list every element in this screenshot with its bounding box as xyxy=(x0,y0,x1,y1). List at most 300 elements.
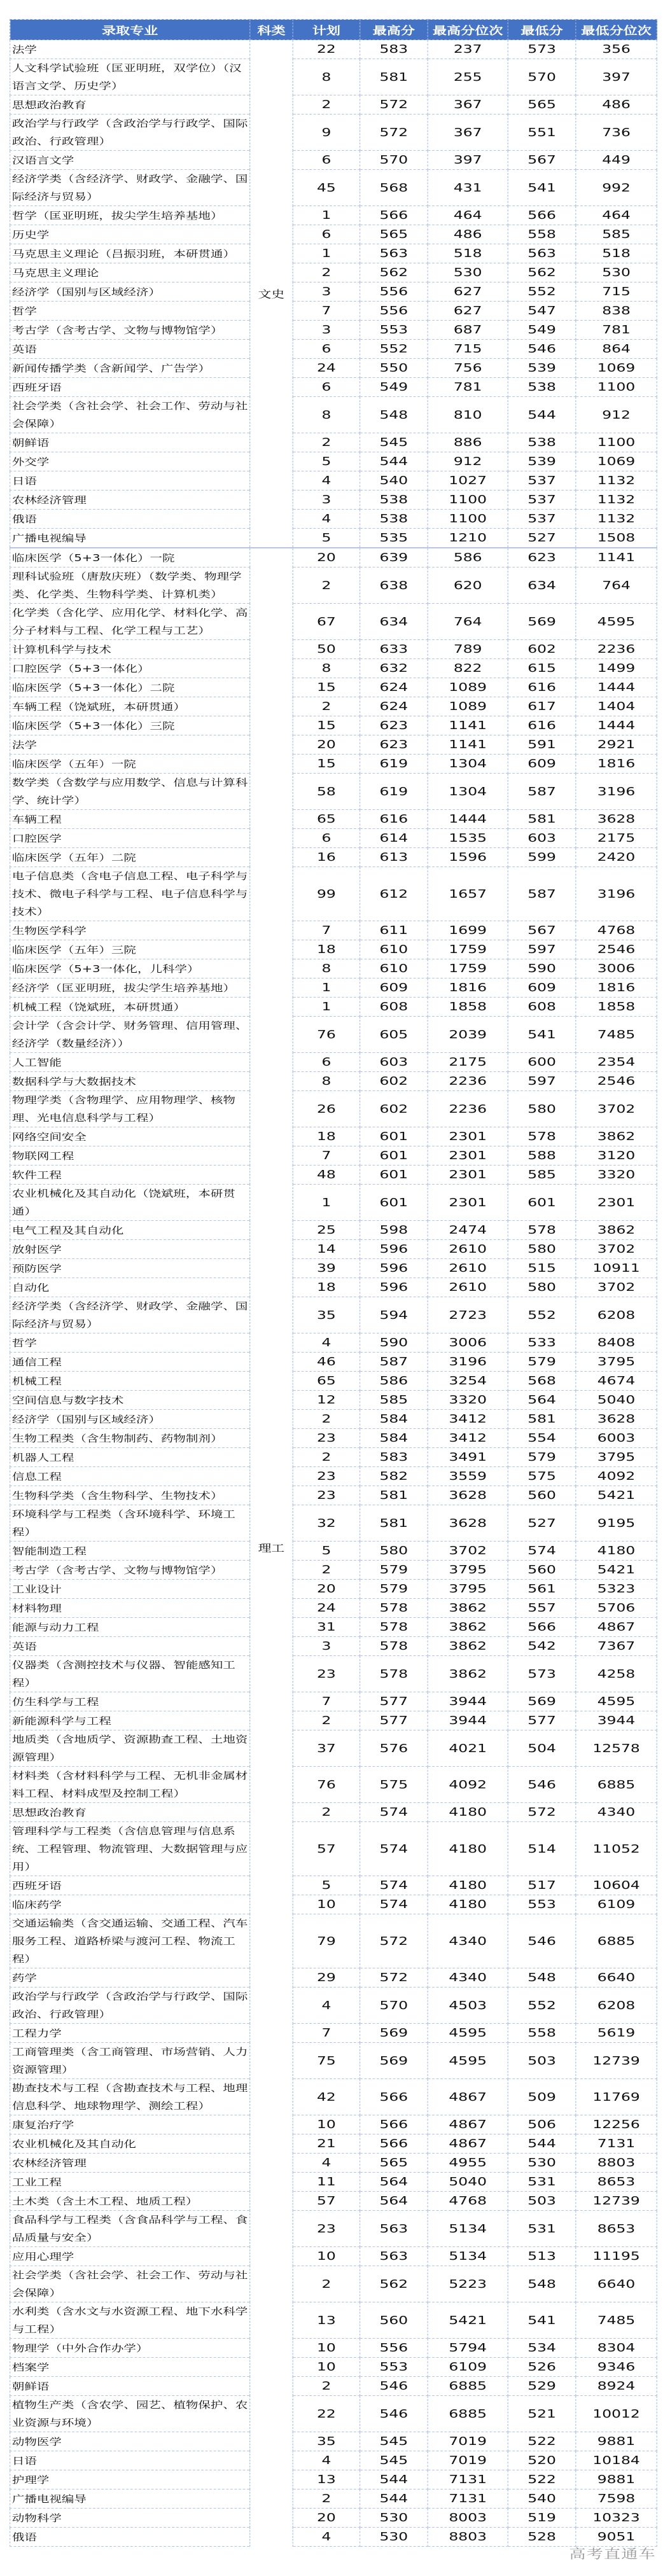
max-score-rank-cell: 1089 xyxy=(428,678,508,697)
max-score-cell: 530 xyxy=(360,2509,428,2528)
max-score-cell: 639 xyxy=(360,548,428,567)
max-score-cell: 578 xyxy=(360,1599,428,1618)
major-name-cell: 社会学类（含社会学、社会工作、劳动与社会保障） xyxy=(10,2266,250,2302)
major-name-cell: 英语 xyxy=(10,340,250,359)
max-score-rank-cell: 3944 xyxy=(428,1692,508,1711)
max-score-cell: 568 xyxy=(360,170,428,206)
major-name-cell: 数学类（含数学与应用数学、信息与计算科学、统计学） xyxy=(10,774,250,810)
max-score-cell: 570 xyxy=(360,151,428,170)
max-score-cell: 566 xyxy=(360,2115,428,2134)
table-row xyxy=(10,225,657,244)
max-score-cell: 550 xyxy=(360,359,428,378)
major-name-cell: 广播电视编导 xyxy=(10,529,250,548)
min-score-cell: 519 xyxy=(508,2509,576,2528)
table-row xyxy=(10,1822,657,1876)
min-score-rank-cell: 3862 xyxy=(576,1221,657,1240)
min-score-rank-cell: 530 xyxy=(576,263,657,282)
max-score-rank-cell: 6885 xyxy=(428,2377,508,2396)
min-score-cell: 616 xyxy=(508,678,576,697)
max-score-cell: 579 xyxy=(360,1561,428,1580)
plan-count-cell: 8 xyxy=(293,959,359,978)
table-row xyxy=(10,1711,657,1730)
table-row xyxy=(10,206,657,225)
max-score-rank-cell: 255 xyxy=(428,59,508,95)
plan-count-cell: 10 xyxy=(293,2358,359,2377)
plan-count-cell: 7 xyxy=(293,921,359,940)
max-score-rank-cell: 2610 xyxy=(428,1259,508,1278)
table-row xyxy=(10,640,657,659)
table-row xyxy=(10,1053,657,1072)
max-score-rank-cell: 3862 xyxy=(428,1599,508,1618)
table-row xyxy=(10,1127,657,1146)
max-score-rank-cell: 431 xyxy=(428,170,508,206)
min-score-cell: 542 xyxy=(508,1637,576,1656)
major-name-cell: 工业工程 xyxy=(10,2173,250,2192)
min-score-rank-cell: 6885 xyxy=(576,1914,657,1968)
max-score-rank-cell: 2610 xyxy=(428,1278,508,1297)
min-score-rank-cell: 12739 xyxy=(576,2043,657,2079)
min-score-cell: 530 xyxy=(508,2154,576,2173)
table-row xyxy=(10,1968,657,1988)
min-score-rank-cell: 4092 xyxy=(576,1467,657,1486)
min-score-rank-cell: 4258 xyxy=(576,1656,657,1692)
major-name-cell: 物联网工程 xyxy=(10,1146,250,1166)
max-score-rank-cell: 518 xyxy=(428,244,508,263)
min-score-rank-cell: 4595 xyxy=(576,1692,657,1711)
plan-count-cell: 65 xyxy=(293,810,359,829)
plan-count-cell: 76 xyxy=(293,1017,359,1053)
min-score-cell: 503 xyxy=(508,2192,576,2211)
plan-count-cell: 15 xyxy=(293,716,359,735)
max-score-cell: 633 xyxy=(360,640,428,659)
min-score-cell: 608 xyxy=(508,998,576,1017)
min-score-cell: 517 xyxy=(508,1876,576,1895)
min-score-rank-cell: 11769 xyxy=(576,2079,657,2115)
major-name-cell: 动物医学 xyxy=(10,2432,250,2451)
max-score-cell: 574 xyxy=(360,1822,428,1876)
table-row xyxy=(10,2396,657,2432)
max-score-rank-cell: 1596 xyxy=(428,848,508,867)
major-name-cell: 工程力学 xyxy=(10,2024,250,2043)
min-score-cell: 554 xyxy=(508,1429,576,1448)
table-row xyxy=(10,1580,657,1599)
major-name-cell: 人文科学试验班（匡亚明班，双学位）（汉语言文学、历史学） xyxy=(10,59,250,95)
min-score-cell: 533 xyxy=(508,1333,576,1353)
min-score-rank-cell: 356 xyxy=(576,40,657,59)
max-score-rank-cell: 1858 xyxy=(428,998,508,1017)
major-name-cell: 哲学（匡亚明班，拔尖学生培养基地） xyxy=(10,206,250,225)
table-row xyxy=(10,282,657,302)
max-score-cell: 563 xyxy=(360,2211,428,2247)
plan-count-cell: 32 xyxy=(293,1505,359,1542)
max-score-cell: 583 xyxy=(360,40,428,59)
min-score-rank-cell: 838 xyxy=(576,302,657,321)
table-row xyxy=(10,2489,657,2509)
plan-count-cell: 2 xyxy=(293,2377,359,2396)
min-score-cell: 529 xyxy=(508,2377,576,2396)
table-row xyxy=(10,340,657,359)
min-score-cell: 553 xyxy=(508,1895,576,1914)
min-score-cell: 537 xyxy=(508,510,576,529)
min-score-cell: 515 xyxy=(508,1259,576,1278)
plan-count-cell: 24 xyxy=(293,1599,359,1618)
table-row xyxy=(10,567,657,604)
table-row xyxy=(10,95,657,115)
table-row xyxy=(10,998,657,1017)
min-score-rank-cell: 6208 xyxy=(576,1297,657,1333)
table-row xyxy=(10,1914,657,1968)
min-score-rank-cell: 5421 xyxy=(576,1561,657,1580)
min-score-rank-cell: 4674 xyxy=(576,1372,657,1391)
plan-count-cell: 37 xyxy=(293,1730,359,1767)
min-score-cell: 522 xyxy=(508,2470,576,2489)
min-score-rank-cell: 2420 xyxy=(576,848,657,867)
max-score-cell: 574 xyxy=(360,1895,428,1914)
plan-count-cell: 15 xyxy=(293,678,359,697)
table-row xyxy=(10,829,657,848)
plan-count-cell: 2 xyxy=(293,1448,359,1467)
plan-count-cell: 25 xyxy=(293,1221,359,1240)
plan-count-cell: 3 xyxy=(293,282,359,302)
major-name-cell: 放射医学 xyxy=(10,1240,250,1259)
min-score-rank-cell: 8803 xyxy=(576,2154,657,2173)
max-score-rank-cell: 3006 xyxy=(428,1333,508,1353)
table-row xyxy=(10,529,657,548)
max-score-cell: 535 xyxy=(360,529,428,548)
min-score-rank-cell: 1816 xyxy=(576,755,657,774)
max-score-cell: 566 xyxy=(360,2079,428,2115)
plan-count-cell: 10 xyxy=(293,2339,359,2358)
max-score-rank-cell: 3862 xyxy=(428,1637,508,1656)
table-row xyxy=(10,1185,657,1221)
major-name-cell: 地质类（含地质学、资源勘查工程、土地资源管理） xyxy=(10,1730,250,1767)
min-score-rank-cell: 3120 xyxy=(576,1146,657,1166)
max-score-rank-cell: 2301 xyxy=(428,1127,508,1146)
min-score-cell: 540 xyxy=(508,2489,576,2509)
table-row xyxy=(10,1561,657,1580)
max-score-cell: 584 xyxy=(360,1429,428,1448)
max-score-cell: 553 xyxy=(360,2358,428,2377)
major-name-cell: 物理学类（含物理学、应用物理学、核物理、光电信息科学与工程） xyxy=(10,1091,250,1127)
table-row xyxy=(10,302,657,321)
header-max-score: 最高分 xyxy=(360,20,428,40)
plan-count-cell: 35 xyxy=(293,1297,359,1333)
min-score-rank-cell: 6640 xyxy=(576,2266,657,2302)
major-name-cell: 应用心理学 xyxy=(10,2247,250,2266)
plan-count-cell: 20 xyxy=(293,1580,359,1599)
min-score-cell: 549 xyxy=(508,321,576,340)
min-score-cell: 591 xyxy=(508,735,576,755)
major-name-cell: 法学 xyxy=(10,735,250,755)
min-score-rank-cell: 6109 xyxy=(576,1895,657,1914)
max-score-rank-cell: 2236 xyxy=(428,1072,508,1091)
plan-count-cell: 7 xyxy=(293,302,359,321)
max-score-rank-cell: 486 xyxy=(428,225,508,244)
max-score-rank-cell: 1657 xyxy=(428,867,508,921)
major-name-cell: 朝鲜语 xyxy=(10,433,250,452)
max-score-rank-cell: 3702 xyxy=(428,1542,508,1561)
major-name-cell: 临床医学（五年）二院 xyxy=(10,848,250,867)
major-name-cell: 交通运输类（含交通运输、交通工程、汽车服务工程、道路桥梁与渡河工程、物流工程） xyxy=(10,1914,250,1968)
table-row xyxy=(10,2192,657,2211)
plan-count-cell: 2 xyxy=(293,263,359,282)
max-score-cell: 614 xyxy=(360,829,428,848)
plan-count-cell: 2 xyxy=(293,1561,359,1580)
max-score-cell: 572 xyxy=(360,1968,428,1988)
min-score-cell: 615 xyxy=(508,659,576,678)
max-score-cell: 583 xyxy=(360,1448,428,1467)
min-score-cell: 578 xyxy=(508,1127,576,1146)
plan-count-cell: 4 xyxy=(293,2154,359,2173)
major-name-cell: 人工智能 xyxy=(10,1053,250,1072)
plan-count-cell: 23 xyxy=(293,2211,359,2247)
major-name-cell: 新闻传播学类（含新闻学、广告学） xyxy=(10,359,250,378)
max-score-rank-cell: 4867 xyxy=(428,2115,508,2134)
table-row xyxy=(10,774,657,810)
min-score-cell: 564 xyxy=(508,1391,576,1410)
table-row xyxy=(10,604,657,640)
min-score-rank-cell: 1404 xyxy=(576,697,657,716)
max-score-rank-cell: 2474 xyxy=(428,1221,508,1240)
table-row xyxy=(10,2358,657,2377)
plan-count-cell: 23 xyxy=(293,1429,359,1448)
min-score-cell: 551 xyxy=(508,115,576,151)
min-score-rank-cell: 8408 xyxy=(576,1333,657,1353)
plan-count-cell: 23 xyxy=(293,1467,359,1486)
min-score-cell: 567 xyxy=(508,921,576,940)
max-score-cell: 556 xyxy=(360,302,428,321)
min-score-rank-cell: 912 xyxy=(576,397,657,433)
plan-count-cell: 4 xyxy=(293,1988,359,2024)
major-name-cell: 社会学类（含社会学、社会工作、劳动与社会保障） xyxy=(10,397,250,433)
max-score-rank-cell: 4340 xyxy=(428,1968,508,1988)
min-score-cell: 616 xyxy=(508,716,576,735)
min-score-cell: 617 xyxy=(508,697,576,716)
table-row xyxy=(10,2173,657,2192)
max-score-rank-cell: 4021 xyxy=(428,1730,508,1767)
plan-count-cell: 13 xyxy=(293,2470,359,2489)
plan-count-cell: 48 xyxy=(293,1166,359,1185)
min-score-rank-cell: 1444 xyxy=(576,716,657,735)
admission-table-container xyxy=(10,19,663,2547)
plan-count-cell: 45 xyxy=(293,170,359,206)
max-score-rank-cell: 1535 xyxy=(428,829,508,848)
max-score-rank-cell: 4955 xyxy=(428,2154,508,2173)
major-name-cell: 政治学与行政学（含政治学与行政学、国际政治、行政管理） xyxy=(10,115,250,151)
max-score-cell: 619 xyxy=(360,774,428,810)
max-score-rank-cell: 687 xyxy=(428,321,508,340)
plan-count-cell: 12 xyxy=(293,1391,359,1410)
table-row xyxy=(10,1467,657,1486)
min-score-rank-cell: 1100 xyxy=(576,433,657,452)
min-score-cell: 585 xyxy=(508,1166,576,1185)
major-name-cell: 俄语 xyxy=(10,2528,250,2547)
plan-count-cell: 8 xyxy=(293,397,359,433)
min-score-rank-cell: 7485 xyxy=(576,1017,657,1053)
table-row xyxy=(10,1166,657,1185)
min-score-cell: 544 xyxy=(508,2134,576,2154)
max-score-cell: 603 xyxy=(360,1053,428,1072)
plan-count-cell: 22 xyxy=(293,40,359,59)
max-score-rank-cell: 1141 xyxy=(428,716,508,735)
max-score-rank-cell: 3628 xyxy=(428,1486,508,1505)
plan-count-cell: 23 xyxy=(293,1656,359,1692)
major-name-cell: 朝鲜语 xyxy=(10,2377,250,2396)
major-name-cell: 机器人工程 xyxy=(10,1448,250,1467)
max-score-cell: 576 xyxy=(360,1730,428,1767)
min-score-rank-cell: 3196 xyxy=(576,774,657,810)
max-score-rank-cell: 4595 xyxy=(428,2043,508,2079)
min-score-rank-cell: 3795 xyxy=(576,1353,657,1372)
min-score-rank-cell: 5706 xyxy=(576,1599,657,1618)
min-score-rank-cell: 1132 xyxy=(576,491,657,510)
min-score-cell: 573 xyxy=(508,40,576,59)
table-row xyxy=(10,2377,657,2396)
max-score-rank-cell: 810 xyxy=(428,397,508,433)
major-name-cell: 经济学（国别与区域经济） xyxy=(10,282,250,302)
plan-count-cell: 2 xyxy=(293,1711,359,1730)
max-score-rank-cell: 1100 xyxy=(428,491,508,510)
table-row xyxy=(10,2470,657,2489)
min-score-cell: 623 xyxy=(508,548,576,567)
plan-count-cell: 65 xyxy=(293,1372,359,1391)
table-row xyxy=(10,1988,657,2024)
plan-count-cell: 18 xyxy=(293,1127,359,1146)
plan-count-cell: 1 xyxy=(293,998,359,1017)
major-name-cell: 日语 xyxy=(10,2451,250,2470)
max-score-cell: 569 xyxy=(360,2024,428,2043)
max-score-cell: 594 xyxy=(360,1297,428,1333)
category-cell: 理工 xyxy=(250,548,293,2547)
max-score-rank-cell: 2236 xyxy=(428,1091,508,1127)
max-score-cell: 601 xyxy=(360,1146,428,1166)
min-score-rank-cell: 1132 xyxy=(576,510,657,529)
plan-count-cell: 4 xyxy=(293,510,359,529)
max-score-cell: 612 xyxy=(360,867,428,921)
table-row xyxy=(10,867,657,921)
table-row xyxy=(10,2043,657,2079)
max-score-cell: 578 xyxy=(360,1637,428,1656)
min-score-cell: 558 xyxy=(508,2024,576,2043)
min-score-cell: 581 xyxy=(508,810,576,829)
major-name-cell: 数据科学与大数据技术 xyxy=(10,1072,250,1091)
table-row xyxy=(10,1391,657,1410)
min-score-rank-cell: 3628 xyxy=(576,1410,657,1429)
min-score-cell: 539 xyxy=(508,359,576,378)
min-score-rank-cell: 9195 xyxy=(576,1505,657,1542)
max-score-cell: 619 xyxy=(360,755,428,774)
major-name-cell: 化学类（含化学、应用化学、材料化学、高分子材料与工程、化学工程与工艺） xyxy=(10,604,250,640)
min-score-rank-cell: 4768 xyxy=(576,921,657,940)
major-name-cell: 机械工程（饶斌班，本研贯通） xyxy=(10,998,250,1017)
major-name-cell: 电子信息类（含电子信息工程、电子科学与技术、微电子科学与工程、电子信息科学与技术） xyxy=(10,867,250,921)
min-score-rank-cell: 3006 xyxy=(576,959,657,978)
min-score-rank-cell: 3862 xyxy=(576,1127,657,1146)
table-row xyxy=(10,1542,657,1561)
major-name-cell: 外交学 xyxy=(10,452,250,471)
major-name-cell: 仪器类（含测控技术与仪器、智能感知工程） xyxy=(10,1656,250,1692)
min-score-cell: 538 xyxy=(508,378,576,397)
min-score-rank-cell: 1132 xyxy=(576,471,657,491)
plan-count-cell: 6 xyxy=(293,378,359,397)
plan-count-cell: 2 xyxy=(293,1410,359,1429)
header-max-rank: 最高分位次 xyxy=(428,20,508,40)
header-min-score: 最低分 xyxy=(508,20,576,40)
admission-scores-table xyxy=(10,19,657,2547)
min-score-cell: 573 xyxy=(508,1656,576,1692)
min-score-cell: 546 xyxy=(508,1767,576,1803)
table-row xyxy=(10,1146,657,1166)
major-name-cell: 土木类（含土木工程、地质工程） xyxy=(10,2192,250,2211)
max-score-rank-cell: 4180 xyxy=(428,1803,508,1822)
min-score-rank-cell: 8653 xyxy=(576,2211,657,2247)
table-row xyxy=(10,2451,657,2470)
plan-count-cell: 1 xyxy=(293,1185,359,1221)
min-score-rank-cell: 715 xyxy=(576,282,657,302)
major-name-cell: 考古学（含考古学、文物与博物馆学） xyxy=(10,321,250,340)
table-row xyxy=(10,2528,657,2547)
table-row xyxy=(10,1372,657,1391)
plan-count-cell: 24 xyxy=(293,359,359,378)
max-score-rank-cell: 3412 xyxy=(428,1429,508,1448)
max-score-rank-cell: 620 xyxy=(428,567,508,604)
min-score-cell: 574 xyxy=(508,1542,576,1561)
plan-count-cell: 2 xyxy=(293,697,359,716)
max-score-cell: 540 xyxy=(360,471,428,491)
max-score-rank-cell: 237 xyxy=(428,40,508,59)
min-score-rank-cell: 1444 xyxy=(576,678,657,697)
max-score-cell: 572 xyxy=(360,115,428,151)
min-score-cell: 560 xyxy=(508,1561,576,1580)
max-score-rank-cell: 2175 xyxy=(428,1053,508,1072)
min-score-rank-cell: 5323 xyxy=(576,1580,657,1599)
header-category: 科类 xyxy=(250,20,293,40)
table-row xyxy=(10,151,657,170)
major-name-cell: 食品科学与工程类（含食品科学与工程、食品质量与安全） xyxy=(10,2211,250,2247)
plan-count-cell: 3 xyxy=(293,321,359,340)
min-score-rank-cell: 9346 xyxy=(576,2358,657,2377)
min-score-cell: 599 xyxy=(508,848,576,867)
major-name-cell: 管理科学与工程类（含信息管理与信息系统、工程管理、物流管理、大数据管理与应用） xyxy=(10,1822,250,1876)
max-score-cell: 563 xyxy=(360,244,428,263)
max-score-rank-cell: 886 xyxy=(428,433,508,452)
major-name-cell: 农林经济管理 xyxy=(10,491,250,510)
max-score-cell: 587 xyxy=(360,1353,428,1372)
plan-count-cell: 2 xyxy=(293,433,359,452)
max-score-cell: 581 xyxy=(360,1505,428,1542)
major-name-cell: 农业机械化及其自动化（饶斌班，本研贯通） xyxy=(10,1185,250,1221)
max-score-rank-cell: 6109 xyxy=(428,2358,508,2377)
max-score-rank-cell: 3862 xyxy=(428,1656,508,1692)
major-name-cell: 临床医学（五年）一院 xyxy=(10,755,250,774)
min-score-cell: 568 xyxy=(508,1372,576,1391)
max-score-cell: 624 xyxy=(360,697,428,716)
max-score-cell: 586 xyxy=(360,1372,428,1391)
max-score-rank-cell: 781 xyxy=(428,378,508,397)
table-header-row xyxy=(10,20,657,40)
table-row xyxy=(10,755,657,774)
max-score-cell: 624 xyxy=(360,678,428,697)
max-score-cell: 581 xyxy=(360,1486,428,1505)
table-row xyxy=(10,1429,657,1448)
plan-count-cell: 2 xyxy=(293,2266,359,2302)
max-score-cell: 530 xyxy=(360,2528,428,2547)
min-score-cell: 609 xyxy=(508,978,576,998)
table-row xyxy=(10,1278,657,1297)
max-score-rank-cell: 3254 xyxy=(428,1372,508,1391)
table-row xyxy=(10,678,657,697)
max-score-cell: 596 xyxy=(360,1278,428,1297)
